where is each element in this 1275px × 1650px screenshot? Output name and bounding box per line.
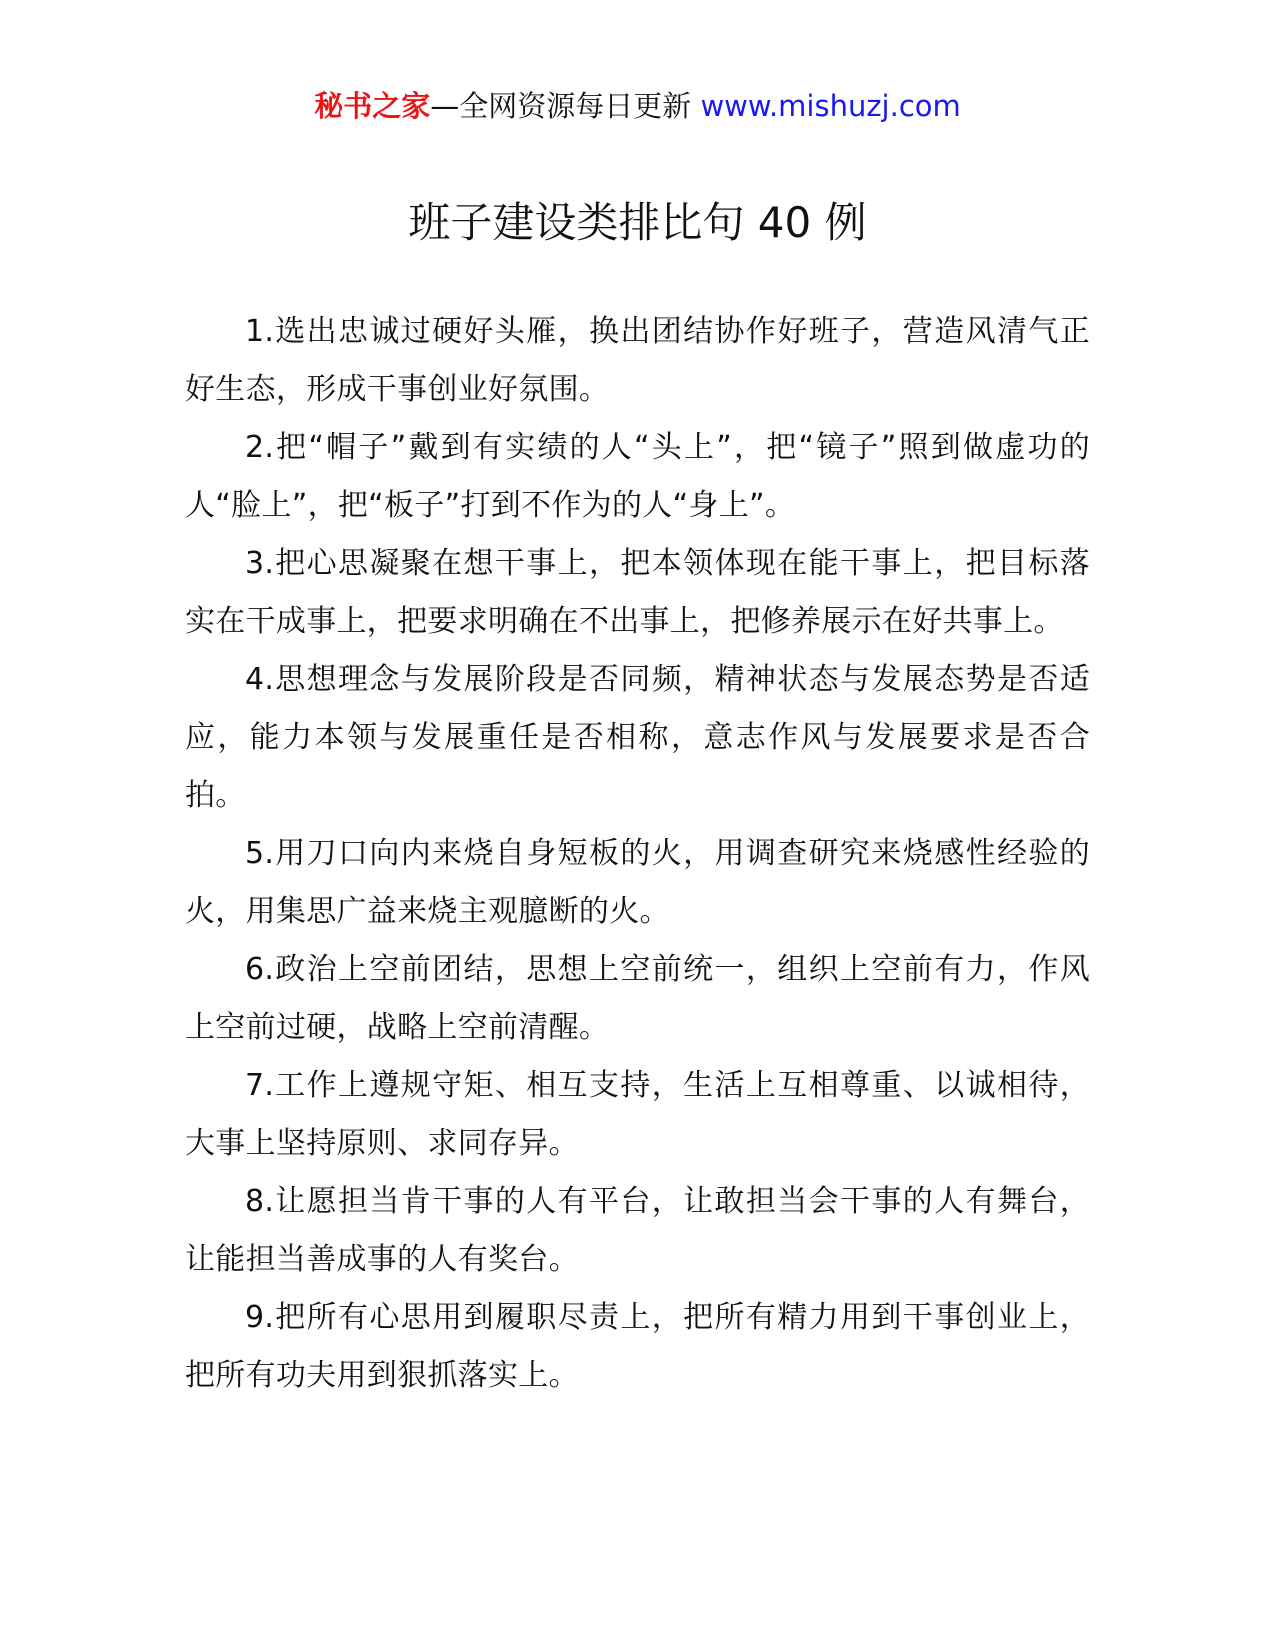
paragraph-4: 4.思想理念与发展阶段是否同频，精神状态与发展态势是否适应，能力本领与发展重任是否相称，意志作风与发展要求是否合拍。 <box>185 662 1090 813</box>
document-body <box>185 303 1090 1405</box>
paragraph-6: 6.政治上空前团结，思想上空前统一，组织上空前有力，作风上空前过硬，战略上空前清醒。 <box>185 952 1090 1045</box>
paragraph-1: 1.选出忠诚过硬好头雁，换出团结协作好班子，营造风清气正好生态，形成干事创业好氛围。 <box>185 314 1090 407</box>
paragraph-8: 8.让愿担当肯干事的人有平台，让敢担当会干事的人有舞台，让能担当善成事的人有奖台。 <box>185 1184 1090 1277</box>
paragraph-5: 5.用刀口向内来烧自身短板的火，用调查研究来烧感性经验的火，用集思广益来烧主观臆断的火。 <box>185 836 1090 929</box>
site-tagline: —全网资源每日更新 <box>430 89 692 123</box>
paragraph-3: 3.把心思凝聚在想干事上，把本领体现在能干事上，把目标落实在干成事上，把要求明确在不出事上，把修养展示在好共事上。 <box>185 546 1090 639</box>
brand-name: 秘书之家 <box>314 89 431 123</box>
site-header <box>0 86 1275 126</box>
site-url-link[interactable]: www.mishuzj.com <box>700 89 961 123</box>
paragraph-7: 7.工作上遵规守矩、相互支持，生活上互相尊重、以诚相待，大事上坚持原则、求同存异。 <box>185 1068 1090 1161</box>
paragraph-2: 2.把“帽子”戴到有实绩的人“头上”，把“镜子”照到做虚功的人“脸上”，把“板子”打到不作为的人“身上”。 <box>185 430 1090 523</box>
document-title: 班子建设类排比句 40 例 <box>408 198 867 247</box>
paragraph-9: 9.把所有心思用到履职尽责上，把所有精力用到干事创业上，把所有功夫用到狠抓落实上。 <box>185 1300 1090 1393</box>
